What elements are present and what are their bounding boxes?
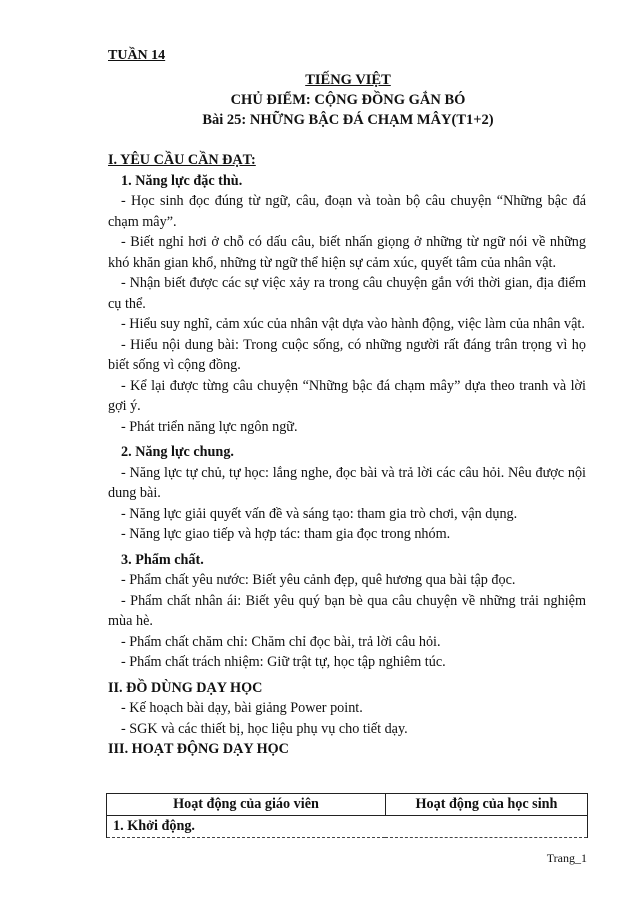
- paragraph: - Năng lực giao tiếp và hợp tác: tham gia đọc trong nhóm.: [121, 526, 451, 542]
- week-label: TUẦN 14: [108, 48, 166, 63]
- page-number: Trang_1: [546, 851, 587, 865]
- lesson-title: Bài 25: NHỮNG BẬC ĐÁ CHẠM MÂY(T1+2): [202, 112, 494, 128]
- paragraph: - SGK và các thiết bị, học liệu phụ vụ cho tiết dạy.: [121, 720, 408, 737]
- table-header-row: [107, 794, 588, 816]
- section-3-heading: III. HOẠT ĐỘNG DẠY HỌC: [108, 741, 289, 757]
- document-body: [108, 150, 586, 760]
- paragraph: - Phẩm chất yêu nước: Biết yêu cảnh đẹp, quê hương qua bài tập đọc.: [121, 572, 516, 588]
- paragraph: - Hiểu nội dung bài: Trong cuộc sống, có những người rất đáng trân trọng vì họ biết sống vì cộng đồng.: [108, 336, 586, 373]
- paragraph: - Kể lại được từng câu chuyện “Những bậc đá chạm mây” dựa theo tranh và lời gợi ý.: [108, 377, 586, 414]
- paragraph: - Năng lực tự chủ, tự học: lắng nghe, đọc bài và trả lời các câu hỏi. Nêu được nội dung bài.: [108, 464, 586, 501]
- paragraph: - Phẩm chất chăm chỉ: Chăm chỉ đọc bài, trả lời câu hỏi.: [121, 633, 441, 650]
- section-2-heading: II. ĐỒ DÙNG DẠY HỌC: [108, 679, 263, 696]
- subsection-2-heading: 2. Năng lực chung.: [121, 444, 234, 460]
- subsection-1-heading: 1. Năng lực đặc thù.: [121, 172, 243, 189]
- teacher-column-header: Hoạt động của giáo viên: [107, 794, 386, 816]
- student-column-header: Hoạt động của học sinh: [385, 794, 587, 816]
- paragraph: - Học sinh đọc đúng từ ngữ, câu, đoạn và toàn bộ câu chuyện “Những bậc đá chạm mây”.: [108, 193, 586, 230]
- title-block: [108, 70, 588, 130]
- paragraph: - Năng lực giải quyết vấn đề và sáng tạo: tham gia trò chơi, vận dụng.: [121, 505, 518, 522]
- paragraph: - Nhận biết được các sự việc xảy ra trong câu chuyện gắn với thời gian, địa điểm cụ thể.: [108, 275, 586, 312]
- section-1-heading: I. YÊU CẦU CẦN ĐẠT:: [108, 152, 256, 168]
- paragraph: - Phẩm chất nhân ái: Biết yêu quý bạn bè qua câu chuyện về những trải nghiệm mùa hè.: [108, 592, 586, 629]
- activity-table: [106, 793, 588, 838]
- table-cell-startup: 1. Khởi động.: [107, 816, 588, 838]
- subsection-3-heading: 3. Phẩm chất.: [121, 551, 204, 568]
- theme-title: CHỦ ĐIỂM: CỘNG ĐỒNG GẮN BÓ: [230, 92, 466, 108]
- paragraph: - Phát triển năng lực ngôn ngữ.: [121, 418, 298, 435]
- paragraph: - Kế hoạch bài dạy, bài giảng Power point.: [121, 700, 363, 716]
- paragraph: - Biết nghỉ hơi ở chỗ có dấu câu, biết nhấn giọng ở những từ ngữ nói về những khó khăn gian khổ, những từ ngữ thể hiện sự cảm xúc, quyết tâm của nhân vật.: [108, 234, 586, 271]
- subject-title: TIẾNG VIỆT: [305, 72, 391, 88]
- paragraph: - Phẩm chất trách nhiệm: Giữ trật tự, học tập nghiêm túc.: [121, 654, 446, 670]
- table-row: [107, 816, 588, 838]
- paragraph: - Hiểu suy nghĩ, cảm xúc của nhân vật dựa vào hành động, việc làm của nhân vật.: [121, 316, 585, 332]
